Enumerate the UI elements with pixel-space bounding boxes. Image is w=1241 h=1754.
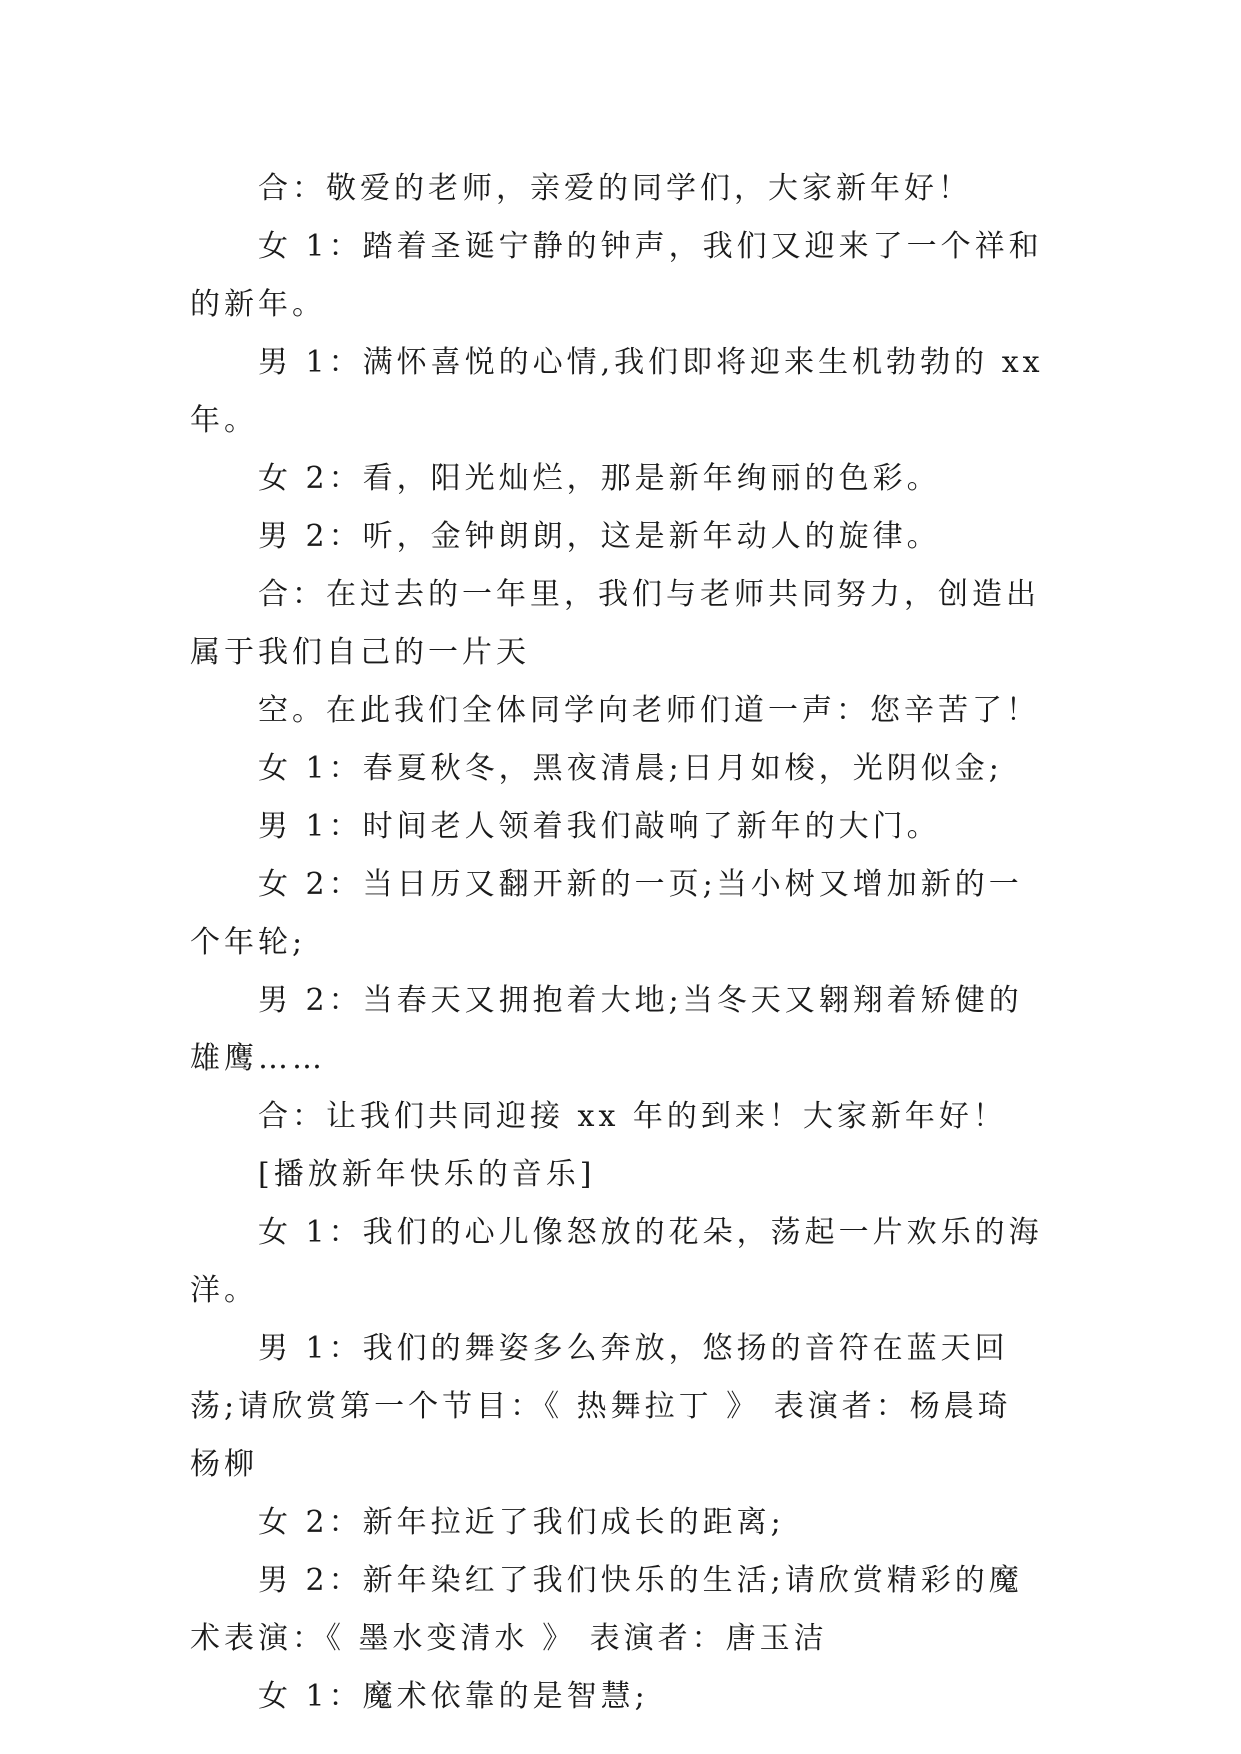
- line-he-greeting: 合：敬爱的老师，亲爱的同学们，大家新年好！: [258, 171, 972, 206]
- line-male2-melody: 男 2：听，金钟朗朗，这是新年动人的旋律。: [258, 519, 941, 554]
- line-female1-wisdom: 女 1：魔术依靠的是智慧;: [258, 1679, 649, 1714]
- line-male1-time: 男 1：时间老人领着我们敲响了新年的大门。: [258, 809, 941, 844]
- line-female2-sunshine: 女 2：看，阳光灿烂，那是新年绚丽的色彩。: [258, 461, 941, 496]
- line-male2-magic: 男 2：新年染红了我们快乐的生活;请欣赏精彩的魔术表演：《 墨水变清水 》 表演者：唐玉洁: [190, 1563, 1023, 1656]
- script-body: [190, 160, 1050, 1726]
- line-female2-calendar: 女 2：当日历又翻开新的一页;当小树又增加新的一个年轮;: [190, 867, 1023, 960]
- line-male1-joy: 男 1：满怀喜悦的心情,我们即将迎来生机勃勃的 xx 年。: [190, 345, 1044, 438]
- line-he-past-year: 合：在过去的一年里，我们与老师共同努力，创造出属于我们自己的一片天: [190, 577, 1040, 670]
- line-male2-spring: 男 2：当春天又拥抱着大地;当冬天又翱翔着矫健的雄鹰……: [190, 983, 1023, 1076]
- line-male1-dance: 男 1：我们的舞姿多么奔放，悠扬的音符在蓝天回荡;请欣赏第一个节目：《 热舞拉丁 》 表演者：杨晨琦 杨柳: [190, 1331, 1012, 1482]
- line-female1-flowers: 女 1：我们的心儿像怒放的花朵，荡起一片欢乐的海洋。: [190, 1215, 1043, 1308]
- line-female1-seasons: 女 1：春夏秋冬，黑夜清晨;日月如梭，光阴似金;: [258, 751, 1003, 786]
- line-female1-bells: 女 1：踏着圣诞宁静的钟声，我们又迎来了一个祥和的新年。: [190, 229, 1043, 322]
- stage-direction-music: [播放新年快乐的音乐]: [258, 1157, 596, 1192]
- line-he-welcome: 合：让我们共同迎接 xx 年的到来！大家新年好！: [258, 1099, 1007, 1134]
- line-female2-growth: 女 2：新年拉近了我们成长的距离;: [258, 1505, 785, 1540]
- line-thanks-teachers: 空。在此我们全体同学向老师们道一声：您辛苦了！: [258, 693, 1040, 728]
